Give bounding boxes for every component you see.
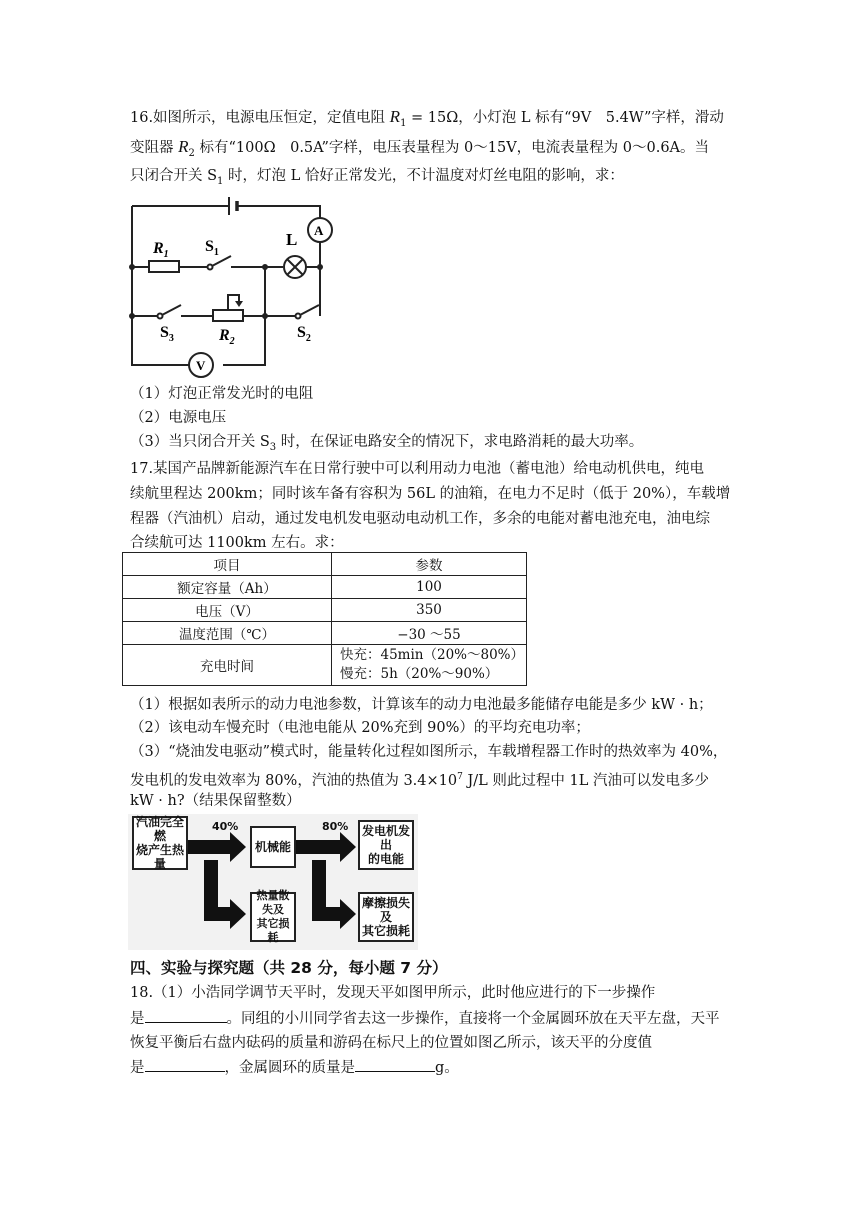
label-s3: $S_3$ (160, 324, 174, 344)
table-cell: 充电时间 (123, 645, 332, 686)
q18-line-4: 是 ，金属圆环的质量是 g。 (130, 1057, 459, 1078)
table-row (123, 645, 527, 686)
answer-blank-1[interactable] (145, 1008, 227, 1023)
circuit-diagram (125, 193, 340, 378)
q16-sub-3: （3）当只闭合开关 $S_3$ 时，在保证电路安全的情况下，求电路消耗的最大功率。 (130, 434, 644, 453)
q17-sub-2: （2）该电动车慢充时（电池电能从 20%充到 90%）的平均充电功率； (130, 720, 590, 736)
q17-sub-3-line-2: 发电机的发电效率为 80%，汽油的热值为 $3.4\times 10^7$ J/L 则此过程中 1L 汽油可以发电多少 (130, 772, 709, 789)
r1-resistor (149, 261, 179, 272)
pct-80: 80% (322, 820, 349, 833)
answer-blank-2[interactable] (145, 1057, 225, 1072)
label-s1: $S_1$ (205, 238, 219, 258)
energy-flow-diagram (128, 814, 418, 950)
r2-slider-arrow (235, 301, 243, 307)
charge-slow: 慢充：5h（20%～90%） (340, 666, 499, 682)
table-header-row (123, 553, 527, 576)
section-4-heading: 四、实验与探究题（共 28 分，每小题 7 分） (130, 959, 448, 977)
table-header-cell: 参数 (332, 553, 527, 576)
label-s2: $S_2$ (297, 324, 311, 344)
charge-fast: 快充：45min（20%～80%） (340, 647, 525, 663)
arrow-4 (312, 860, 356, 929)
box-heat-loss: 热量散失及 其它损耗 (250, 892, 296, 942)
r2-resistor (213, 310, 243, 321)
q16-sub-2: （2）电源电压 (130, 410, 227, 426)
q17-line-1: 17.某国产品牌新能源汽车在日常行驶中可以利用动力电池（蓄电池）给电动机供电，纯电 (130, 461, 705, 477)
q18-line-1: 18.（1）小浩同学调节天平时，发现天平如图甲所示，此时他应进行的下一步操作 (130, 985, 656, 1001)
q16-sub-1: （1）灯泡正常发光时的电阻 (130, 386, 314, 402)
table-cell: 电压（V） (123, 599, 332, 622)
q16-line-2: 变阻器 $R_2$ 标有“100Ω 0.5A”字样，电压表量程为 0～15V，电流表量程为 0～0.6A。当 (130, 137, 710, 159)
box-generator: 发电机发出 的电能 (358, 820, 414, 870)
table-cell: 温度范围（℃） (123, 622, 332, 645)
label-r2: $R_2$ (219, 327, 235, 347)
table-header-cell: 项目 (123, 553, 332, 576)
battery-spec-table (122, 552, 527, 686)
answer-blank-3[interactable] (355, 1057, 435, 1072)
table-cell: 额定容量（Ah） (123, 576, 332, 599)
q17-line-3: 程器（汽油机）启动，通过发电机发电驱动电动机工作，多余的电能对蓄电池充电，油电综 (130, 511, 710, 527)
s2-blade (300, 305, 319, 315)
q17-sub-3-line-3: kW · h?（结果保留整数） (130, 793, 301, 809)
q16-line-1: 16.如图所示，电源电压恒定，定值电阻 $R_1 = 15\Omega$，小灯泡 L 标有“9V 5.4W”字样，滑动 (130, 107, 724, 129)
q18-line-3: 恢复平衡后右盘内砝码的质量和游码在标尺上的位置如图乙所示，该天平的分度值 (130, 1035, 652, 1051)
q17-line-4: 合续航可达 1100km 左右。求： (130, 535, 344, 551)
q17-sub-1: （1）根据如表所示的动力电池参数，计算该车的动力电池最多能储存电能是多少 kW · h； (130, 697, 713, 713)
q16-line-3: 只闭合开关 $S_1$ 时，灯泡 L 恰好正常发光，不计温度对灯丝电阻的影响，求： (130, 168, 624, 187)
table-cell: 100 (332, 576, 527, 599)
table-row (123, 599, 527, 622)
pct-40: 40% (212, 820, 239, 833)
table-cell (332, 645, 527, 686)
label-lamp: L (286, 230, 298, 249)
label-voltmeter: V (196, 358, 206, 373)
arrow-2 (204, 860, 246, 929)
table-cell: −30 ～55 (332, 622, 527, 645)
box-mechanical: 机械能 (250, 826, 296, 868)
table-row (123, 622, 527, 645)
table-row (123, 576, 527, 599)
table-cell: 350 (332, 599, 527, 622)
arrow-1 (188, 832, 246, 862)
arrow-3 (296, 832, 356, 862)
label-ammeter: A (314, 223, 324, 238)
q18-line-2: 是 。同组的小川同学省去这一步操作，直接将一个金属圆环放在天平左盘，天平 (130, 1008, 720, 1029)
top-wire-right (237, 206, 320, 218)
s3-blade (162, 305, 181, 315)
box-friction-loss: 摩擦损失及 其它损耗 (358, 892, 414, 942)
q17-sub-3-line-1: （3）“烧油发电驱动”模式时，能量转化过程如图所示，车载增程器工作时的热效率为 40%， (130, 744, 728, 760)
left-wire (132, 206, 189, 365)
q17-line-2: 续航里程达 200km；同时该车备有容积为 56L 的油箱，在电力不足时（低于 20%），车载增 (130, 486, 731, 502)
box-fuel-heat: 汽油完全燃 烧产生热量 (132, 816, 188, 870)
label-r1: $R_1$ (153, 240, 169, 260)
